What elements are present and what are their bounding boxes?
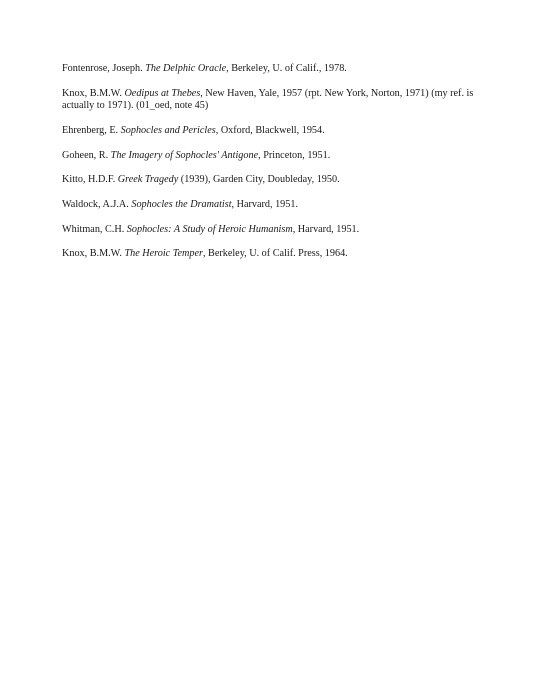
entry-title: The Heroic Temper bbox=[124, 248, 203, 260]
entry-author: Goheen, R. bbox=[62, 149, 111, 161]
entry-publication: , New Haven, Yale, 1957 (rpt. New York, Norton, 1971) (my ref. is actually to 1971). (01_oed, note 45) bbox=[62, 87, 474, 112]
bibliography-entry bbox=[62, 224, 482, 237]
bibliography-entry bbox=[62, 150, 482, 163]
entry-author: Kitto, H.D.F. bbox=[62, 174, 118, 186]
entry-title: The Delphic Oracle bbox=[145, 63, 227, 74]
entry-author: Waldock, A.J.A. bbox=[62, 199, 132, 211]
bibliography-entry bbox=[62, 174, 482, 187]
entry-author: Knox, B.M.W. bbox=[62, 248, 125, 260]
bibliography-entry bbox=[62, 125, 482, 138]
entry-author: Fontenrose, Joseph. bbox=[62, 63, 146, 74]
entry-publication: , Berkeley, U. of Calif., 1978. bbox=[226, 63, 347, 74]
entry-title: Sophocles and Pericles bbox=[120, 124, 216, 136]
entry-title: Greek Tragedy bbox=[117, 174, 179, 186]
entry-publication: , Oxford, Blackwell, 1954. bbox=[215, 124, 325, 136]
entry-publication: , Harvard, 1951. bbox=[231, 199, 299, 211]
entry-title: Oedipus at Thebes bbox=[124, 87, 201, 99]
entry-author: Whitman, C.H. bbox=[62, 223, 127, 235]
bibliography-list bbox=[62, 63, 482, 273]
entry-title: Sophocles the Dramatist bbox=[131, 199, 232, 211]
entry-publication: , Berkeley, U. of Calif. Press, 1964. bbox=[202, 248, 348, 260]
entry-publication: , Princeton, 1951. bbox=[258, 149, 331, 161]
entry-publication: , Harvard, 1951. bbox=[292, 223, 360, 235]
entry-title: Sophocles: A Study of Heroic Humanism bbox=[126, 223, 293, 235]
entry-author: Knox, B.M.W. bbox=[62, 87, 125, 99]
bibliography-entry bbox=[62, 248, 482, 261]
entry-author: Ehrenberg, E. bbox=[62, 124, 121, 136]
bibliography-entry bbox=[62, 63, 482, 76]
bibliography-entry bbox=[62, 199, 482, 212]
entry-title: The Imagery of Sophocles' Antigone bbox=[110, 149, 259, 161]
bibliography-entry bbox=[62, 88, 482, 113]
entry-publication: (1939), Garden City, Doubleday, 1950. bbox=[178, 174, 340, 186]
